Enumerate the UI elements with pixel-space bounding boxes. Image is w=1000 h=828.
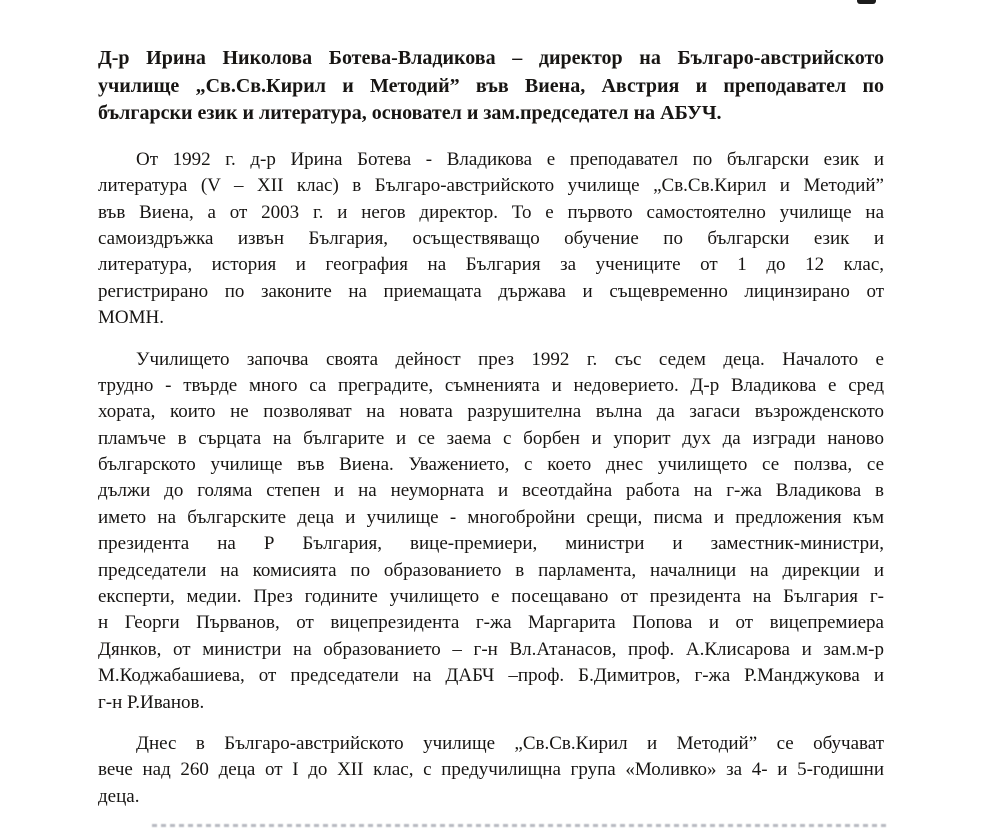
- text-line: хората, които не позволяват на новата разрушителна вълна да загаси възрожденското: [98, 401, 884, 423]
- text-line: Днес в Българо-австрийското училище „Св.Св.Кирил и Методий” се обучават: [136, 732, 884, 754]
- text-line: регистрирано по законите на приемащата държава и същевременно лицинзирано от: [98, 280, 884, 302]
- text-line: г-н Р.Иванов.: [98, 691, 205, 713]
- document-body: [98, 147, 884, 810]
- text-line: български език и литература, основател и зам.председател на АБУЧ.: [98, 102, 722, 125]
- text-line: дължи до голяма степен и на неуморната и всеотдайна работа на г-жа Владикова в: [98, 480, 884, 502]
- text-line: н Георги Първанов, от вицепрезидента г-жа Маргарита Попова и от вицепремиера: [98, 612, 884, 634]
- text-line: литература, история и география на България за учениците от 1 до 12 клас,: [98, 254, 884, 276]
- text-line: председатели на комисията по образованието в парламента, началници на дирекции и: [98, 559, 884, 581]
- text-line: литература (V – XII клас) в Българо-австрийското училище „Св.Св.Кирил и Методий”: [98, 175, 884, 197]
- text-line: във Виена, а от 2003 г. и негов директор. То е първото самостоятелно училище на: [98, 201, 884, 223]
- text-line: експерти, медии. През годините училището е посещавано от президента на България г-: [98, 586, 884, 608]
- document-text: [98, 45, 884, 825]
- text-line: президента на Р България, вице-премиери, министри и заместник-министри,: [98, 533, 884, 555]
- text-line: пламъче в сърцата на българите и се заема с борбен и упорит дух да изгради наново: [98, 427, 884, 449]
- text-line: деца.: [98, 785, 140, 807]
- text-line: българското училище във Виена. Уважението, с което днес училището се ползва, се: [98, 454, 884, 476]
- text-line: Д-р Ирина Николова Ботева-Владикова – директор на Българо-австрийското: [98, 47, 884, 69]
- paragraph: [98, 347, 884, 716]
- paragraph: [98, 147, 884, 332]
- text-line: МОМН.: [98, 307, 164, 329]
- text-line: самоиздръжка извън България, осъществяващо обучение по български език и: [98, 227, 884, 249]
- cutoff-text-line: [152, 824, 886, 827]
- text-line: трудно - твърде много са преградите, съмненията и недоверието. Д-р Владикова е сред: [98, 374, 884, 396]
- text-line: От 1992 г. д-р Ирина Ботева - Владикова е преподавател по български език и: [136, 148, 884, 170]
- text-line: вече над 260 деца от I до XII клас, с предучилищна група «Моливко» за 4- и 5-годишни: [98, 759, 884, 781]
- text-line: Дянков, от министри на образованието – г-н Вл.Атанасов, проф. А.Клисарова и зам.м-р: [98, 638, 884, 660]
- text-line: Училището започва своята дейност през 1992 г. със седем деца. Началото е: [136, 348, 884, 370]
- text-line: училище „Св.Св.Кирил и Методий” във Виена, Австрия и преподавател по: [98, 74, 884, 97]
- cropped-character-fragment: [857, 0, 876, 4]
- text-line: М.Коджабашиева, от председатели на ДАБЧ –проф. Б.Димитров, г-жа Р.Манджукова и: [98, 665, 884, 687]
- text-line: името на българските деца и училище - многобройни срещи, писма и предложения към: [98, 506, 884, 528]
- paragraph: [98, 731, 884, 810]
- document-heading: [98, 45, 884, 128]
